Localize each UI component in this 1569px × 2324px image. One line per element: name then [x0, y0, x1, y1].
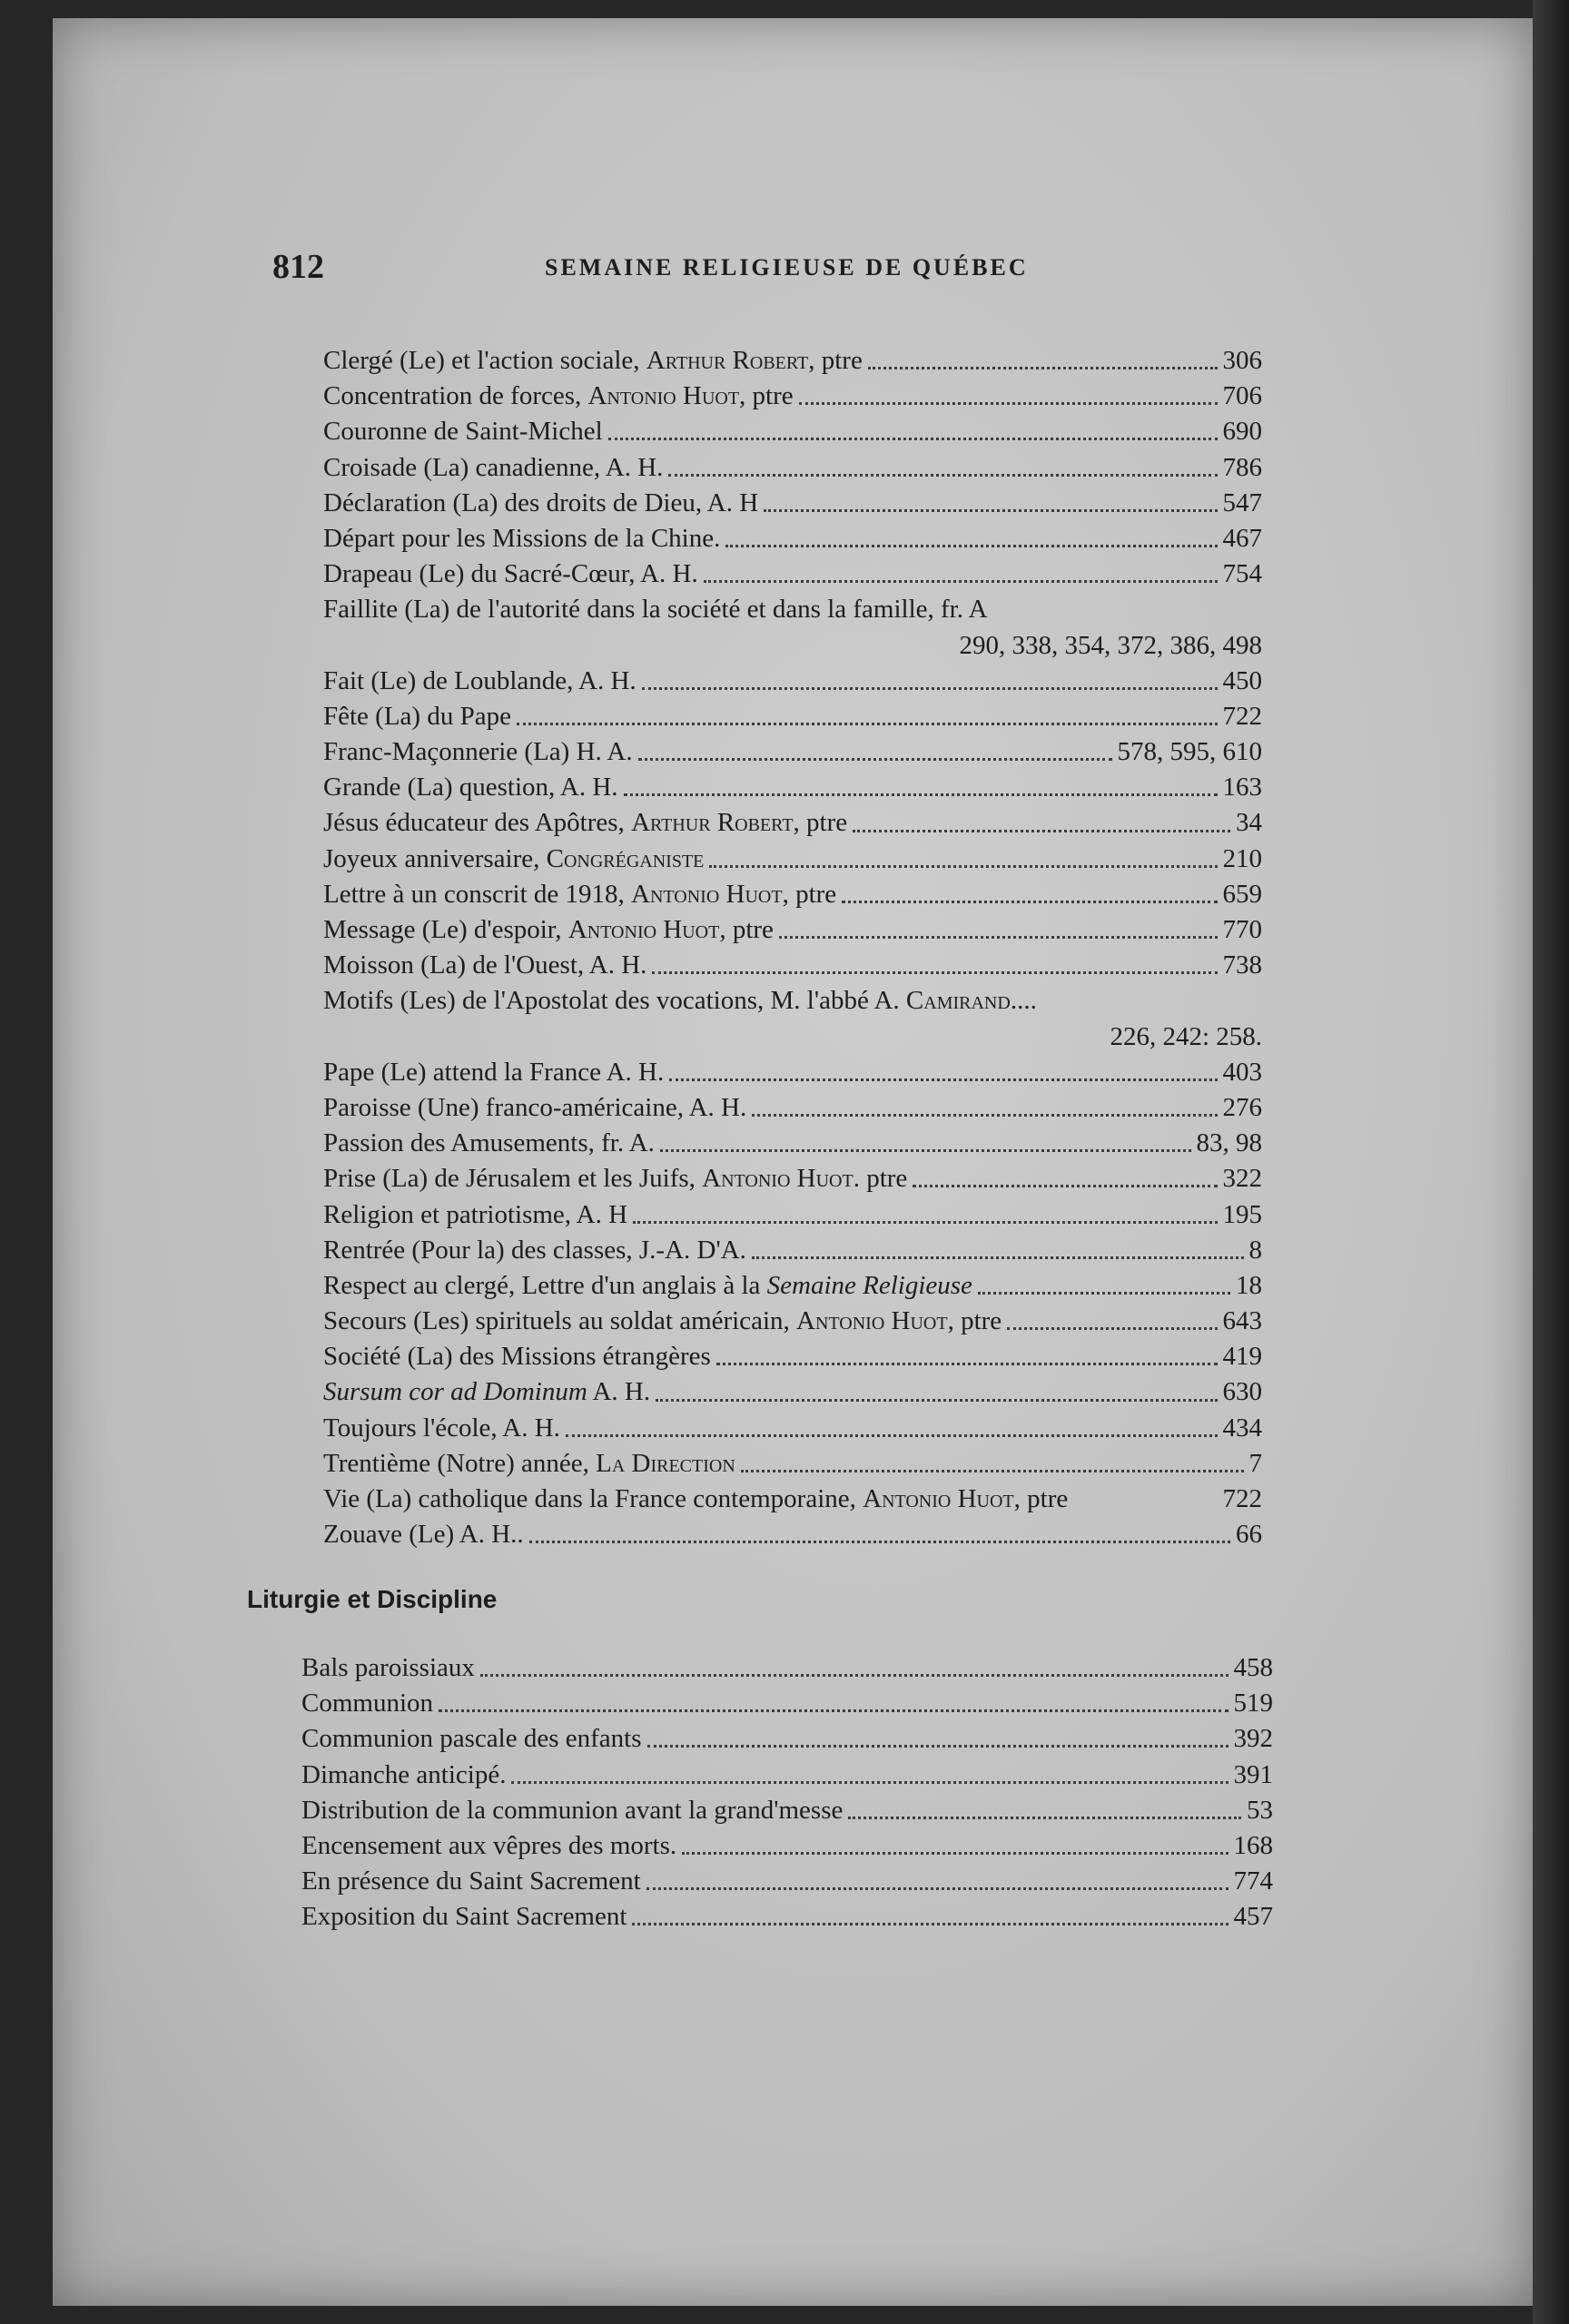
entry-title: Communion pascale des enfants — [301, 1724, 642, 1754]
entry-title-text: Fait (Le) de Loublande, A. H. — [323, 665, 636, 695]
index-entry — [323, 1055, 1262, 1090]
running-title: SEMAINE RELIGIEUSE DE QUÉBEC — [545, 254, 1029, 281]
entry-title — [323, 1374, 650, 1410]
entry-pages: 738 — [1222, 950, 1262, 980]
entry-pages: 7 — [1248, 1448, 1262, 1478]
entry-title — [323, 948, 646, 983]
index-entry — [301, 1650, 1273, 1686]
page-header — [272, 247, 1289, 301]
entry-title — [323, 521, 720, 556]
entry-pages: 392 — [1233, 1724, 1273, 1754]
leader-dots — [668, 474, 1217, 477]
index-entry — [301, 1686, 1273, 1721]
leader-dots — [439, 1709, 1228, 1712]
entry-title — [323, 805, 847, 841]
index-entry — [323, 1197, 1262, 1233]
entry-suffix: , ptre — [739, 381, 794, 411]
entry-author: Congréganiste — [546, 843, 705, 873]
entry-title-text: Secours (Les) spirituels au soldat américain, — [323, 1306, 797, 1336]
leader-dots — [646, 1887, 1229, 1890]
entry-pages: 18 — [1236, 1270, 1262, 1300]
entry-title: Exposition du Saint Sacrement — [301, 1902, 627, 1932]
entry-title-after: A. H. — [587, 1377, 651, 1407]
index-entry — [323, 1268, 1262, 1304]
entry-author: La Direction — [596, 1448, 735, 1478]
entry-title — [323, 592, 988, 627]
entry-author: Arthur Robert — [631, 808, 794, 838]
entry-pages: 226, 242: 258. — [1110, 1021, 1262, 1051]
leader-dots — [1007, 1327, 1217, 1330]
entry-pages: 643 — [1222, 1306, 1262, 1336]
index-entry — [301, 1793, 1273, 1828]
leader-dots — [669, 1078, 1217, 1081]
entry-pages: 403 — [1222, 1057, 1262, 1087]
index-entry — [323, 664, 1262, 699]
index-entry — [323, 1517, 1262, 1552]
page-number: 812 — [272, 248, 324, 286]
entry-pages: 290, 338, 354, 372, 386, 498 — [959, 630, 1262, 660]
entry-title-text: Trentième (Notre) année, — [323, 1448, 597, 1478]
leader-dots — [978, 1292, 1230, 1295]
entry-title-text: Lettre à un conscrit de 1918, — [323, 879, 632, 909]
entry-title — [323, 556, 698, 592]
entry-pages: 458 — [1233, 1653, 1273, 1682]
leader-dots — [624, 793, 1218, 796]
entry-title — [323, 1411, 560, 1446]
entry-title-text: Concentration de forces, — [323, 381, 588, 411]
leader-dots — [647, 1745, 1229, 1748]
entry-title-text: Départ pour les Missions de la Chine. — [323, 523, 721, 553]
entry-pages: 8 — [1248, 1235, 1262, 1265]
entry-pages: 722 — [1222, 701, 1262, 731]
index-entry — [323, 414, 1262, 449]
entry-pages: 306 — [1222, 346, 1262, 375]
entry-suffix: . ptre — [853, 1164, 908, 1194]
leader-dots — [608, 438, 1218, 440]
leader-dots — [913, 1185, 1217, 1187]
entry-title-text: Moisson (La) de l'Ouest, A. H. — [323, 950, 647, 980]
entry-title-text: Jésus éducateur des Apôtres, — [323, 808, 632, 838]
entry-title-text: Franc-Maçonnerie (La) H. A. — [323, 737, 633, 767]
entry-pages: 163 — [1222, 773, 1262, 803]
entry-title — [323, 414, 603, 449]
entry-title-text: Message (Le) d'espoir, — [323, 915, 568, 944]
entry-pages: 168 — [1233, 1830, 1273, 1860]
index-entry — [301, 1758, 1273, 1793]
entry-pages: 786 — [1222, 452, 1262, 482]
index-entry — [323, 983, 1262, 1019]
index-entry — [323, 948, 1262, 983]
leader-dots — [529, 1541, 1230, 1543]
entry-pages: 706 — [1222, 381, 1262, 411]
leader-dots — [764, 509, 1217, 512]
entry-pages: 630 — [1222, 1377, 1262, 1407]
entry-title — [323, 1482, 1068, 1517]
index-entry — [323, 1446, 1262, 1482]
index-list-articles — [323, 343, 1262, 1552]
entry-author: Antonio Huot — [863, 1484, 1014, 1513]
entry-title-text: Rentrée (Pour la) des classes, J.-A. D'A. — [323, 1235, 746, 1265]
entry-suffix: , ptre — [808, 346, 863, 375]
entry-pages: 770 — [1222, 915, 1262, 944]
entry-pages: 434 — [1222, 1413, 1262, 1443]
entry-title — [323, 1517, 524, 1552]
entry-title — [323, 912, 774, 948]
entry-title-text: Joyeux anniversaire, — [323, 843, 547, 873]
leader-dots — [480, 1674, 1229, 1677]
leader-dots — [709, 865, 1217, 868]
entry-title: Communion — [301, 1689, 434, 1718]
index-entry — [323, 734, 1262, 770]
entry-title-text: Prise (La) de Jérusalem et les Juifs, — [323, 1164, 703, 1194]
entry-author: Camirand — [905, 986, 1011, 1016]
index-entry — [323, 1482, 1262, 1517]
entry-title — [323, 1090, 746, 1126]
entry-suffix: , ptre — [782, 879, 837, 909]
entry-suffix: , ptre — [719, 915, 774, 944]
entry-title-text: Passion des Amusements, fr. A. — [323, 1128, 655, 1158]
entry-title — [323, 842, 704, 877]
index-entry — [323, 450, 1262, 486]
leader-dots — [682, 1852, 1228, 1855]
entry-pages: 578, 595, 610 — [1117, 737, 1262, 767]
entry-title-text: Fête (La) du Pape — [323, 701, 511, 731]
leader-dots — [752, 1256, 1244, 1259]
entry-pages: 467 — [1222, 523, 1262, 553]
entry-title-text: Motifs (Les) de l'Apostolat des vocations, M. l'abbé A. — [323, 986, 906, 1016]
leader-dots — [632, 1923, 1228, 1925]
index-entry — [323, 556, 1262, 592]
entry-suffix: , ptre — [947, 1306, 1002, 1336]
entry-pages: 195 — [1222, 1199, 1262, 1229]
index-entry — [323, 877, 1262, 912]
entry-title-text: Faillite (La) de l'autorité dans la société et dans la famille, fr. A — [323, 595, 988, 625]
index-entry — [323, 628, 1262, 664]
entry-title — [323, 450, 663, 486]
index-list-liturgie — [301, 1650, 1273, 1935]
leader-dots — [752, 1114, 1217, 1117]
entry-title — [323, 1197, 627, 1233]
index-entry — [323, 1339, 1262, 1374]
entry-pages: 774 — [1233, 1866, 1273, 1896]
leader-dots — [799, 402, 1218, 405]
entry-pages: 519 — [1233, 1689, 1273, 1718]
leader-dots — [704, 580, 1218, 583]
entry-title — [323, 1161, 907, 1196]
entry-pages: 419 — [1222, 1342, 1262, 1372]
entry-author: Antonio Huot — [567, 915, 720, 944]
entry-title-text: Grande (La) question, A. H. — [323, 773, 618, 803]
entry-pages: 690 — [1222, 417, 1262, 447]
entry-title — [323, 770, 618, 805]
entry-author: Antonio Huot — [587, 381, 740, 411]
entry-pages: 391 — [1233, 1759, 1273, 1789]
entry-title — [323, 1126, 655, 1161]
entry-author: Antonio Huot — [631, 879, 783, 909]
index-entry — [323, 912, 1262, 948]
entry-pages: 547 — [1222, 487, 1262, 517]
entry-pages: 457 — [1233, 1902, 1273, 1932]
entry-title — [323, 1446, 735, 1482]
entry-title — [323, 699, 511, 734]
entry-title-text: Croisade (La) canadienne, A. H. — [323, 452, 664, 482]
entry-title-text: Respect au clergé, Lettre d'un anglais à la — [323, 1270, 767, 1300]
entry-suffix: , ptre — [793, 808, 848, 838]
entry-title-text: Religion et patriotisme, A. H — [323, 1199, 628, 1229]
entry-pages: 276 — [1222, 1092, 1262, 1122]
entry-title-text: Drapeau (Le) du Sacré-Cœur, A. H. — [323, 559, 698, 589]
entry-author: Antonio Huot — [702, 1164, 854, 1194]
entry-pages: 754 — [1222, 559, 1262, 589]
index-entry — [323, 770, 1262, 805]
entry-title: Bals paroissiaux — [301, 1653, 475, 1682]
entry-title — [323, 486, 758, 521]
leader-dots — [725, 545, 1217, 547]
leader-dots — [741, 1470, 1244, 1472]
entry-title — [323, 664, 636, 699]
entry-title: Dimanche anticipé. — [301, 1759, 507, 1789]
entry-title — [323, 877, 836, 912]
index-entry — [323, 699, 1262, 734]
entry-pages: 659 — [1222, 879, 1262, 909]
entry-title: En présence du Saint Sacrement — [301, 1866, 641, 1896]
entry-title-text: Société (La) des Missions étrangères — [323, 1342, 711, 1372]
index-entry — [301, 1864, 1273, 1899]
entry-author: Arthur Robert — [646, 346, 809, 375]
index-entry — [301, 1721, 1273, 1757]
leader-dots — [868, 367, 1218, 369]
entry-title-text: Déclaration (La) des droits de Dieu, A. H — [323, 487, 759, 517]
entry-suffix: , ptre — [1013, 1484, 1069, 1513]
leader-dots — [566, 1434, 1218, 1437]
entry-title: Encensement aux vêpres des morts. — [301, 1830, 677, 1860]
leader-dots — [853, 830, 1230, 832]
index-entry — [323, 1411, 1262, 1446]
entry-author: Antonio Huot — [796, 1306, 948, 1336]
index-entry — [323, 1233, 1262, 1268]
entry-title-italic: Semaine Religieuse — [766, 1270, 972, 1300]
index-entry — [323, 592, 1262, 627]
leader-dots — [638, 758, 1112, 761]
leader-dots — [517, 723, 1218, 725]
index-entry — [323, 805, 1262, 841]
entry-title: Distribution de la communion avant la grand'messe — [301, 1795, 844, 1825]
entry-title-text: Clergé (Le) et l'action sociale, — [323, 346, 646, 375]
leader-dots — [652, 971, 1217, 974]
leader-dots — [716, 1363, 1218, 1365]
index-entry — [323, 1304, 1262, 1339]
index-entry — [323, 343, 1262, 379]
section-heading: Liturgie et Discipline — [247, 1585, 498, 1613]
index-entry — [323, 486, 1262, 521]
entry-pages: 450 — [1222, 665, 1262, 695]
leader-dots — [633, 1221, 1217, 1224]
entry-title-text: Vie (La) catholique dans la France contemporaine, — [323, 1484, 863, 1513]
index-entry — [323, 379, 1262, 414]
entry-title — [323, 1268, 972, 1304]
entry-title — [323, 734, 633, 770]
entry-title — [323, 343, 863, 379]
entry-pages: 210 — [1222, 843, 1262, 873]
entry-title-italic: Sursum cor ad Dominum — [323, 1377, 587, 1407]
entry-title — [323, 1055, 664, 1090]
entry-pages: 34 — [1236, 808, 1262, 838]
index-entry — [323, 1161, 1262, 1196]
index-entry — [323, 1019, 1262, 1055]
entry-title — [323, 1304, 1002, 1339]
index-entry — [323, 1090, 1262, 1126]
entry-pages: 66 — [1236, 1520, 1262, 1550]
index-entry — [301, 1899, 1273, 1935]
entry-pages: 322 — [1222, 1164, 1262, 1194]
entry-title-text: Zouave (Le) A. H.. — [323, 1520, 524, 1550]
leader-dots — [656, 1399, 1217, 1402]
entry-title-text: Paroisse (Une) franco-américaine, A. H. — [323, 1092, 747, 1122]
entry-title-text: Toujours l'école, A. H. — [323, 1413, 560, 1443]
leader-dots — [848, 1817, 1241, 1819]
index-entry — [301, 1828, 1273, 1864]
entry-pages: 83, 98 — [1196, 1128, 1262, 1158]
index-entry — [323, 1374, 1262, 1410]
leader-dots — [779, 936, 1218, 939]
index-entry — [323, 1126, 1262, 1161]
leader-dots — [511, 1781, 1228, 1784]
entry-title-text: Couronne de Saint-Michel — [323, 417, 603, 447]
leader-dots — [642, 687, 1218, 690]
book-binding-edge — [1533, 0, 1569, 2324]
index-entry — [323, 842, 1262, 877]
entry-pages: 722 — [1222, 1484, 1262, 1513]
leader-dots — [842, 901, 1217, 903]
entry-trail: .... — [1010, 986, 1037, 1016]
entry-title — [323, 379, 794, 414]
entry-title — [323, 1233, 746, 1268]
entry-pages: 53 — [1247, 1795, 1273, 1825]
entry-title-text: Pape (Le) attend la France A. H. — [323, 1057, 665, 1087]
leader-dots — [660, 1149, 1191, 1152]
index-entry — [323, 521, 1262, 556]
entry-title — [323, 1339, 711, 1374]
entry-title — [323, 983, 1037, 1019]
